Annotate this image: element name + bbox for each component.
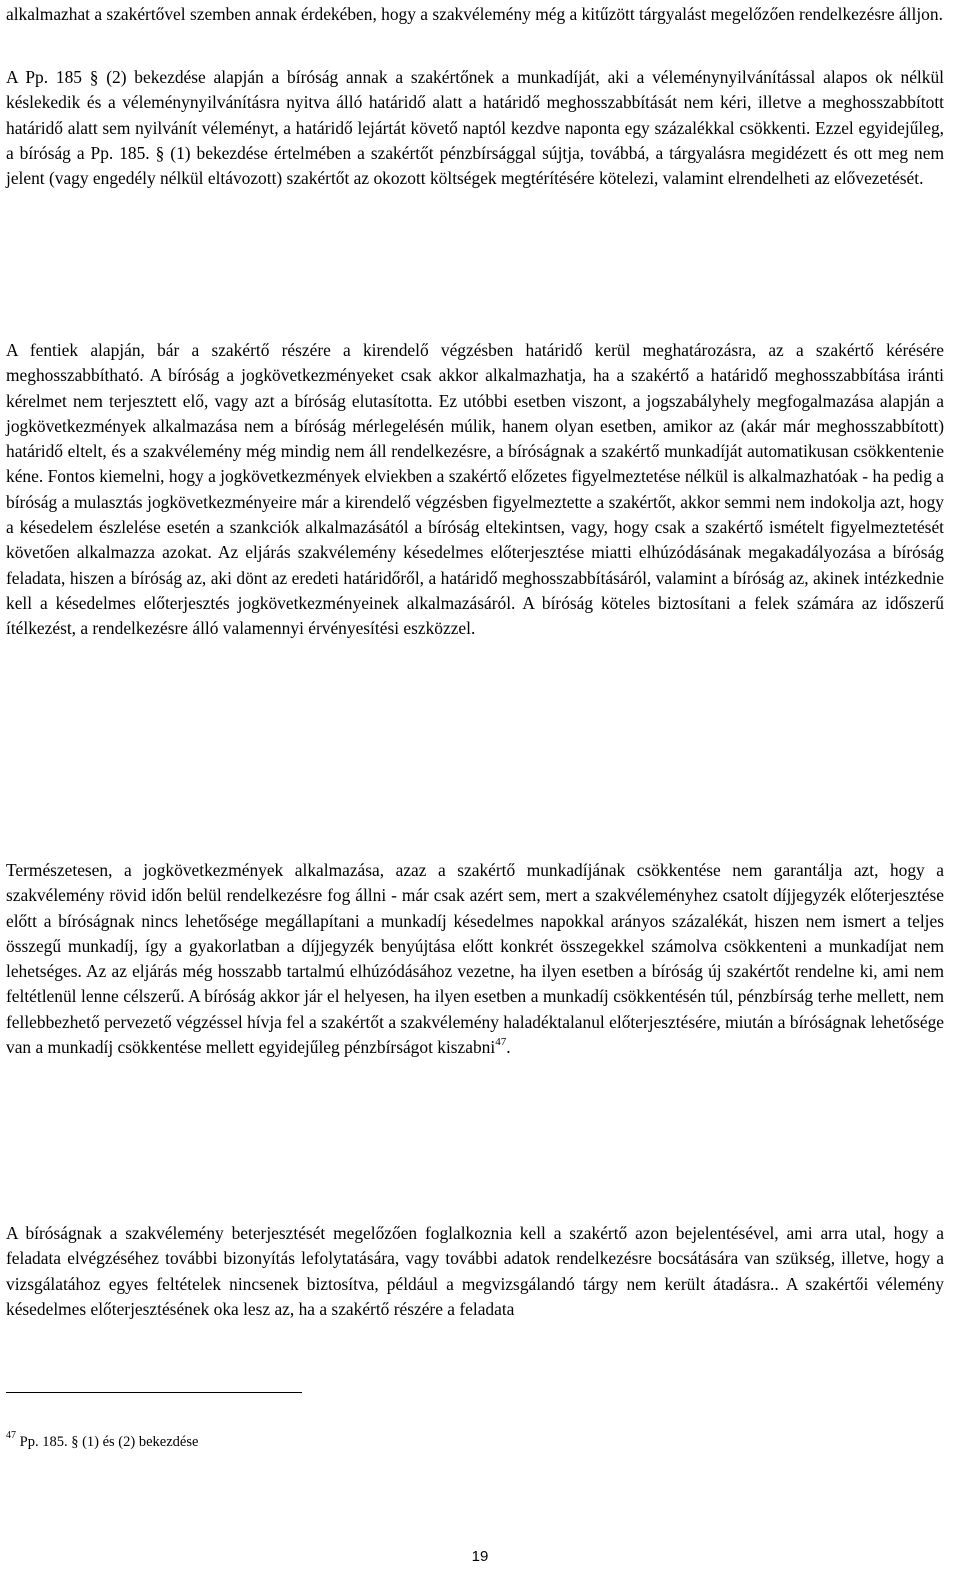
- paragraph-4: [6, 858, 944, 1060]
- page-number: 19: [471, 1548, 489, 1565]
- footnote: [6, 1432, 198, 1452]
- paragraph-4-end: .: [506, 1037, 511, 1058]
- paragraph-2: A Pp. 185 § (2) bekezdése alapján a bíróság annak a szakértőnek a munkadíját, aki a véleménynyilvánítással alapos ok nélkül késlekedik és a véleménynyilvánításra nyitva álló határidő alatt a határidő meghosszabbítását nem kéri, illetve a meghosszabbított határidő alatt sem nyilvánít véleményt, a határidő lejártát követő naptól kezdve naponta egy százalékkal csökkenti. Ezzel egyidejűleg, a bíróság a Pp. 185. § (1) bekezdése értelmében a szakértőt pénzbírsággal sújtja, továbbá, a tárgyalásra megidézett és ott meg nem jelent (vagy engedély nélkül eltávozott) szakértőt az okozott költségek megtérítésére kötelezi, valamint elrendelheti az elővezetését.: [6, 67, 944, 189]
- footnote-separator: [6, 1392, 302, 1393]
- paragraph-4-text: Természetesen, a jogkövetkezmények alkalmazása, azaz a szakértő munkadíjának csökkentése nem garantálja azt, hogy a szakvélemény rövid időn belül rendelkezésre fog állni - már csak azért sem, mert a szakvéleményhez csatolt díjjegyzék előterjesztése előtt a bíróságnak nincs lehetősége megállapítani a munkadíj késedelmes napokkal arányos százalékát, hiszen nem ismert a teljes összegű munkadíj, így a gyakorlatban a díjjegyzék benyújtása előtt konkrét összegekkel számolva csökkenteni a munkadíjat nem lehetséges. Az az eljárás még hosszabb tartalmú elhúzódásához vezetne, ha ilyen esetben a bíróság új szakértőt rendelne ki, ami nem feltétlenül lenne célszerű. A bíróság akkor jár el helyesen, ha ilyen esetben a munkadíj csökkentésén túl, pénzbírság terhe mellett, nem fellebbezhető pervezető végzéssel hívja fel a szakértőt a szakvélemény haladéktalanul előterjesztésére, miután a bíróságnak lehetősége van a munkadíj csökkentése mellett egyidejűleg pénzbírságot kiszabni: [6, 860, 944, 1058]
- paragraph-1: alkalmazhat a szakértővel szemben annak érdekében, hogy a szakvélemény még a kitűzött tárgyalást megelőzően rendelkezésre álljon.: [6, 4, 943, 24]
- paragraph-3: A fentiek alapján, bár a szakértő részére a kirendelő végzésben határidő kerül meghatározásra, az a szakértő kérésére meghosszabbítható. A bíróság a jogkövetkezményeket csak akkor alkalmazhatja, ha a szakértő a határidő meghosszabbítása iránti kérelmet nem terjesztett elő, vagy azt a bíróság elutasította. Ez utóbbi esetben viszont, a jogszabályhely megfogalmazása alapján a jogkövetkezmények alkalmazása nem a bíróság mérlegelésén múlik, hanem olyan esetben, amikor az (akár már meghosszabbított) határidő eltelt, és a szakvélemény még mindig nem áll rendelkezésre, a bíróságnak a szakértő munkadíját automatikusan csökkentenie kéne. Fontos kiemelni, hogy a jogkövetkezmények elviekben a szakértő előzetes figyelmeztetése nélkül is alkalmazhatóak - ha pedig a bíróság a mulasztás jogkövetkezményeire már a kirendelő végzésben figyelmeztette a szakértőt, akkor semmi nem indokolja azt, hogy a késedelem észlelése esetén a szankciók alkalmazásától a bíróság eltekintsen, vagy, hogy csak a szakértő ismételt figyelmeztetését követően alkalmazza azokat. Az eljárás szakvélemény késedelmes előterjesztése miatti elhúzódásának megakadályozása a bíróság feladata, hiszen a bíróság az, aki dönt az eredeti határidőről, a határidő meghosszabbításáról, valamint a bíróság az, akinek intézkednie kell a késedelmes előterjesztés jogkövetkezményeinek alkalmazásáról. A bíróság köteles biztosítani a felek számára az időszerű ítélkezést, a rendelkezésre álló valamennyi érvényesítési eszközzel.: [6, 340, 944, 639]
- footnote-number: 47: [6, 1430, 16, 1442]
- paragraph-5: A bíróságnak a szakvélemény beterjesztését megelőzően foglalkoznia kell a szakértő azon bejelentésével, ami arra utal, hogy a feladata elvégzéséhez további bizonyítás lefolytatására, vagy további adatok rendelkezésre bocsátására van szükség, illetve, hogy a vizsgálatához egyes feltételek nincsenek biztosítva, például a megvizsgálandó tárgy nem került átadásra.. A szakértői vélemény késedelmes előterjesztésének oka lesz az, ha a szakértő részére a feladata: [6, 1223, 944, 1319]
- footnote-text: Pp. 185. § (1) és (2) bekezdése: [16, 1434, 199, 1450]
- footnote-reference: 47: [495, 1036, 507, 1049]
